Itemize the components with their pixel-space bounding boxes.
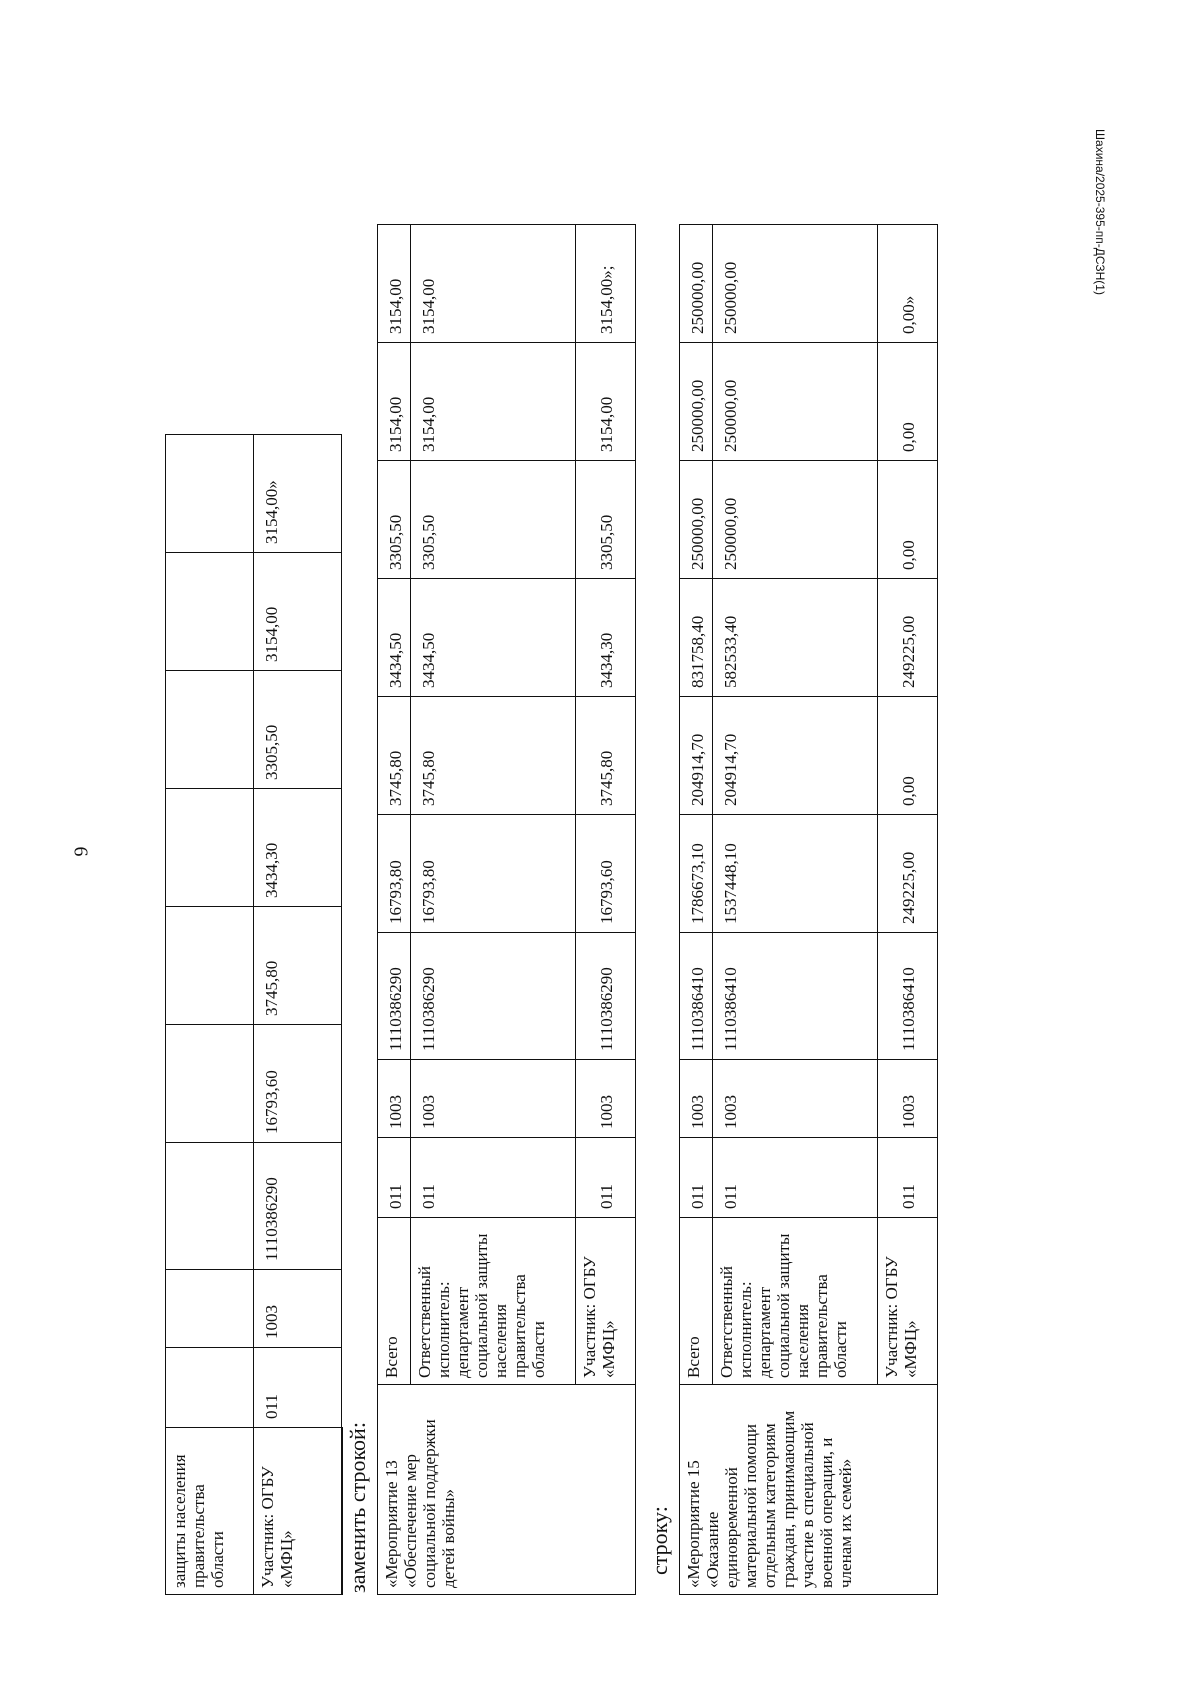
cell: 011	[878, 1138, 938, 1218]
cell: 3154,00	[378, 225, 411, 343]
cell: 1537448,10	[713, 815, 878, 933]
cell: 011	[576, 1138, 636, 1218]
cell: 3154,00»	[254, 435, 342, 553]
cell: 1110386410	[713, 933, 878, 1060]
cell: 16793,60	[576, 815, 636, 933]
cell: 3305,50	[411, 461, 576, 579]
row-label: Всего	[680, 1218, 713, 1385]
cell: 1003	[378, 1060, 411, 1138]
replace-heading: заменить строкой:	[345, 1422, 370, 1593]
cell: 204914,70	[680, 697, 713, 815]
cell: 3434,50	[378, 579, 411, 697]
cell: 1110386290	[254, 1143, 342, 1270]
cell: 831758,40	[680, 579, 713, 697]
cell: 0,00	[878, 461, 938, 579]
cell: 3434,30	[576, 579, 636, 697]
cell: 582533,40	[713, 579, 878, 697]
row-label: Ответственный исполнитель: департамент социальной защиты населения правительства области	[411, 1218, 576, 1385]
table-measure-15	[679, 224, 938, 1595]
cell: 1110386410	[680, 933, 713, 1060]
cell: 3154,00	[254, 553, 342, 671]
cell: 16793,80	[378, 815, 411, 933]
table-continuation	[165, 434, 342, 1595]
cell: 3745,80	[378, 697, 411, 815]
row-heading: строку:	[647, 1506, 672, 1575]
cell: 1003	[576, 1060, 636, 1138]
cell: 3745,80	[411, 697, 576, 815]
row-label: защиты населения правительства области	[166, 1428, 254, 1595]
cell: 3745,80	[576, 697, 636, 815]
cell: 1786673,10	[680, 815, 713, 933]
cell: 3434,30	[254, 789, 342, 907]
cell: 0,00	[878, 343, 938, 461]
cell: 1110386290	[576, 933, 636, 1060]
cell: 250000,00	[680, 225, 713, 343]
cell: 1003	[878, 1060, 938, 1138]
cell: 3154,00»;	[576, 225, 636, 343]
measure-name: «Мероприятие 15 «Оказание единовременной материальной помощи отдельным категориям граждан, принимающим участие в специальной военной операции, и членам их семей»	[680, 1385, 938, 1595]
cell: 0,00»	[878, 225, 938, 343]
row-label: Участник: ОГБУ «МФЦ»	[576, 1218, 636, 1385]
cell: 16793,60	[254, 1025, 342, 1143]
document-code: Шахина/2025-395-пп-ДСЗН(1)	[1093, 129, 1107, 295]
cell: 1003	[713, 1060, 878, 1138]
cell: 1110386410	[878, 933, 938, 1060]
table-row	[680, 225, 713, 1595]
cell: 250000,00	[713, 461, 878, 579]
table-row	[254, 435, 342, 1596]
cell: 011	[411, 1138, 576, 1218]
page-number: 6	[69, 846, 92, 857]
cell: 249225,00	[878, 815, 938, 933]
cell: 1110386290	[378, 933, 411, 1060]
cell: 011	[254, 1348, 342, 1428]
cell: 204914,70	[713, 697, 878, 815]
cell: 1003	[680, 1060, 713, 1138]
merged-measure-cell	[165, 1427, 343, 1595]
table-row	[378, 225, 411, 1595]
cell: 3154,00	[576, 343, 636, 461]
cell: 3154,00	[378, 343, 411, 461]
cell: 011	[378, 1138, 411, 1218]
cell: 3305,50	[254, 671, 342, 789]
cell: 011	[713, 1138, 878, 1218]
cell: 3154,00	[411, 343, 576, 461]
cell: 16793,80	[411, 815, 576, 933]
cell: 249225,00	[878, 579, 938, 697]
cell: 3745,80	[254, 907, 342, 1025]
row-label: Участник: ОГБУ «МФЦ»	[254, 1428, 342, 1595]
cell: 250000,00	[713, 343, 878, 461]
cell: 250000,00	[680, 461, 713, 579]
cell: 1003	[254, 1270, 342, 1348]
cell: 3154,00	[411, 225, 576, 343]
cell: 3434,50	[411, 579, 576, 697]
cell: 011	[680, 1138, 713, 1218]
cell: 1110386290	[411, 933, 576, 1060]
cell: 250000,00	[680, 343, 713, 461]
rotated-page-content	[165, 35, 1065, 1595]
table-measure-13	[377, 224, 636, 1595]
cell: 0,00	[878, 697, 938, 815]
row-label: Участник: ОГБУ «МФЦ»	[878, 1218, 938, 1385]
measure-name: «Мероприятие 13 «Обеспечение мер социальной поддержки детей войны»	[378, 1385, 636, 1595]
cell: 1003	[411, 1060, 576, 1138]
cell: 3305,50	[576, 461, 636, 579]
cell: 250000,00	[713, 225, 878, 343]
row-label: Всего	[378, 1218, 411, 1385]
table-row	[166, 435, 254, 1596]
cell: 3305,50	[378, 461, 411, 579]
row-label: Ответственный исполнитель: департамент социальной защиты населения правительства области	[713, 1218, 878, 1385]
